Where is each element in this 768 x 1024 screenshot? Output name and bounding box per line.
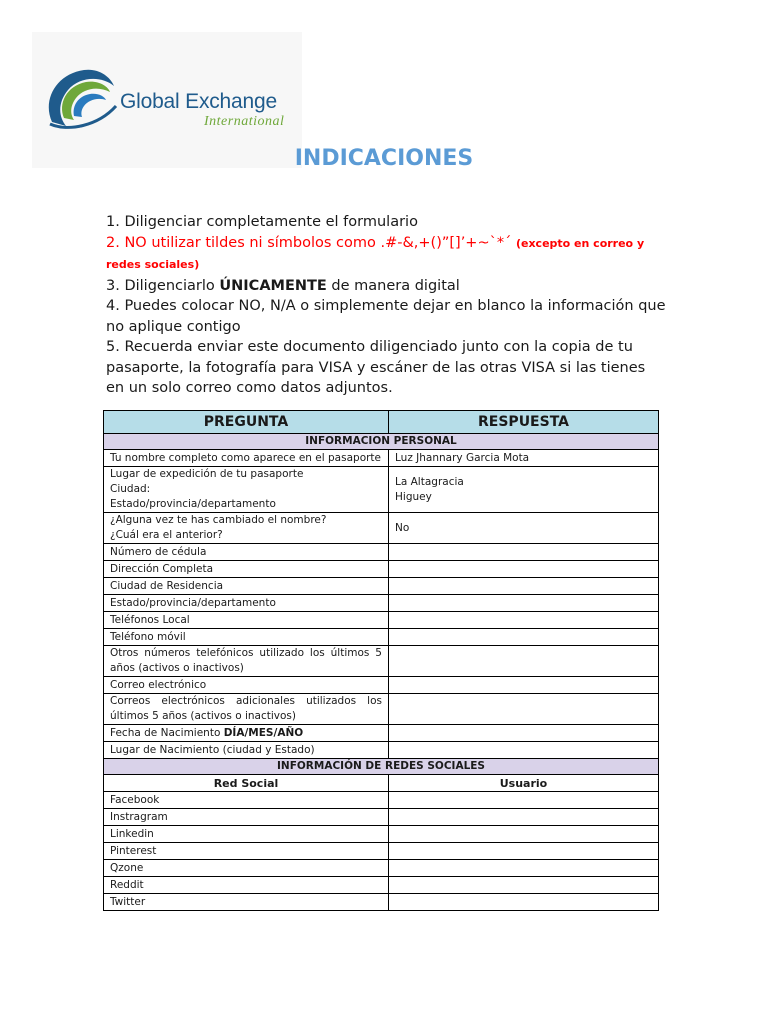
answer-address[interactable] — [389, 561, 659, 578]
question-address: Dirección Completa — [104, 561, 389, 578]
question-other-phones-line-2: años (activos o inactivos) — [110, 662, 244, 674]
section-social-info: INFORMACIÓN DE REDES SOCIALES — [104, 759, 659, 775]
social-network-qzone: Qzone — [104, 860, 389, 877]
table-row — [104, 792, 659, 809]
answer-state[interactable] — [389, 595, 659, 612]
table-row — [104, 877, 659, 894]
questionnaire-table — [103, 410, 659, 911]
question-name-change-line-2: ¿Cuál era el anterior? — [110, 529, 223, 541]
section-row-personal — [104, 434, 659, 450]
social-user-instagram[interactable] — [389, 809, 659, 826]
instructions-list — [106, 212, 666, 399]
section-row-social — [104, 759, 659, 775]
answer-id-number[interactable] — [389, 544, 659, 561]
table-row — [104, 629, 659, 646]
table-row — [104, 467, 659, 513]
question-passport-place — [104, 467, 389, 513]
header-social-network: Red Social — [104, 775, 389, 792]
logo-tagline: International — [204, 114, 285, 129]
social-user-facebook[interactable] — [389, 792, 659, 809]
question-email: Correo electrónico — [104, 677, 389, 694]
instruction-1: 1. Diligenciar completamente el formulario — [106, 214, 418, 230]
social-header-row — [104, 775, 659, 792]
answer-passport-place[interactable] — [389, 467, 659, 513]
answer-full-name[interactable]: Luz Jhannary Garcia Mota — [389, 450, 659, 467]
instruction-3-bold: ÚNICAMENTE — [219, 277, 327, 294]
table-row — [104, 694, 659, 725]
social-user-reddit[interactable] — [389, 877, 659, 894]
social-network-reddit: Reddit — [104, 877, 389, 894]
question-passport-line-1: Lugar de expedición de tu pasaporte — [110, 468, 304, 480]
instruction-3-post: de manera digital — [326, 277, 460, 294]
question-id-number: Número de cédula — [104, 544, 389, 561]
social-network-linkedin: Linkedin — [104, 826, 389, 843]
answer-name-change[interactable]: No — [389, 513, 659, 544]
page-title: INDICACIONES — [294, 146, 474, 171]
social-user-pinterest[interactable] — [389, 843, 659, 860]
answer-birth-place[interactable] — [389, 742, 659, 759]
instruction-3-pre: 3. Diligenciarlo — [106, 277, 220, 294]
social-network-instagram: Instragram — [104, 809, 389, 826]
table-row — [104, 826, 659, 843]
social-network-twitter: Twitter — [104, 894, 389, 911]
answer-mobile-phone[interactable] — [389, 629, 659, 646]
header-question: PREGUNTA — [104, 411, 389, 434]
social-network-pinterest: Pinterest — [104, 843, 389, 860]
table-header-row — [104, 411, 659, 434]
table-row — [104, 725, 659, 742]
question-birth-date-format: DÍA/MES/AÑO — [223, 726, 304, 739]
question-birth-date-label: Fecha de Nacimiento — [110, 726, 224, 739]
question-local-phone: Teléfonos Local — [104, 612, 389, 629]
question-other-emails — [104, 694, 389, 725]
question-birth-place: Lugar de Nacimiento (ciudad y Estado) — [104, 742, 389, 759]
instruction-5: 5. Recuerda enviar este documento diligenciado junto con la copia de tu pasaporte, la fotografía para VISA y escáner de las otras VISA si las tienes en un solo correo como datos adjuntos. — [106, 339, 646, 396]
answer-city[interactable] — [389, 578, 659, 595]
table-row — [104, 513, 659, 544]
table-row — [104, 544, 659, 561]
question-passport-line-2: Ciudad: — [110, 483, 151, 495]
question-birth-date — [104, 725, 389, 742]
question-name-change — [104, 513, 389, 544]
question-city: Ciudad de Residencia — [104, 578, 389, 595]
table-row — [104, 809, 659, 826]
question-name-change-line-1: ¿Alguna vez te has cambiado el nombre? — [110, 514, 327, 526]
answer-email[interactable] — [389, 677, 659, 694]
table-row — [104, 578, 659, 595]
social-user-linkedin[interactable] — [389, 826, 659, 843]
answer-birth-date[interactable] — [389, 725, 659, 742]
header-social-user: Usuario — [389, 775, 659, 792]
section-personal-info: INFORMACION PERSONAL — [104, 434, 659, 450]
question-other-phones-line-1: Otros números telefónicos utilizado los últimos 5 — [110, 647, 382, 659]
answer-other-emails[interactable] — [389, 694, 659, 725]
table-row — [104, 894, 659, 911]
table-row — [104, 677, 659, 694]
social-user-twitter[interactable] — [389, 894, 659, 911]
social-user-qzone[interactable] — [389, 860, 659, 877]
table-row — [104, 742, 659, 759]
question-other-phones — [104, 646, 389, 677]
table-row — [104, 843, 659, 860]
question-other-emails-line-2: últimos 5 años (activos o inactivos) — [110, 710, 296, 722]
question-mobile-phone: Teléfono móvil — [104, 629, 389, 646]
header-answer: RESPUESTA — [389, 411, 659, 434]
instruction-3 — [106, 276, 666, 297]
question-state: Estado/provincia/departamento — [104, 595, 389, 612]
globe-swoosh-icon — [44, 60, 122, 138]
question-other-emails-line-1: Correos electrónicos adicionales utilizados los — [110, 695, 382, 707]
answer-passport-line-1: La Altagracia — [395, 475, 464, 488]
answer-local-phone[interactable] — [389, 612, 659, 629]
table-row — [104, 561, 659, 578]
table-row — [104, 860, 659, 877]
answer-passport-line-2: Higuey — [395, 490, 432, 503]
question-full-name: Tu nombre completo como aparece en el pasaporte — [104, 450, 389, 467]
social-network-facebook: Facebook — [104, 792, 389, 809]
instruction-2-main: 2. NO utilizar tildes ni símbolos como .#-&,+()”[]’+~`*´ — [106, 234, 512, 251]
question-passport-line-3: Estado/provincia/departamento — [110, 498, 276, 510]
instruction-2-note: (excepto en correo y redes sociales) — [106, 236, 645, 271]
table-row — [104, 646, 659, 677]
instruction-4: 4. Puedes colocar NO, N/A o simplemente dejar en blanco la información que no aplique contigo — [106, 298, 666, 335]
logo-name: Global Exchange — [120, 90, 277, 113]
table-row — [104, 450, 659, 467]
answer-other-phones[interactable] — [389, 646, 659, 677]
instruction-2 — [106, 233, 666, 276]
table-row — [104, 595, 659, 612]
table-row — [104, 612, 659, 629]
